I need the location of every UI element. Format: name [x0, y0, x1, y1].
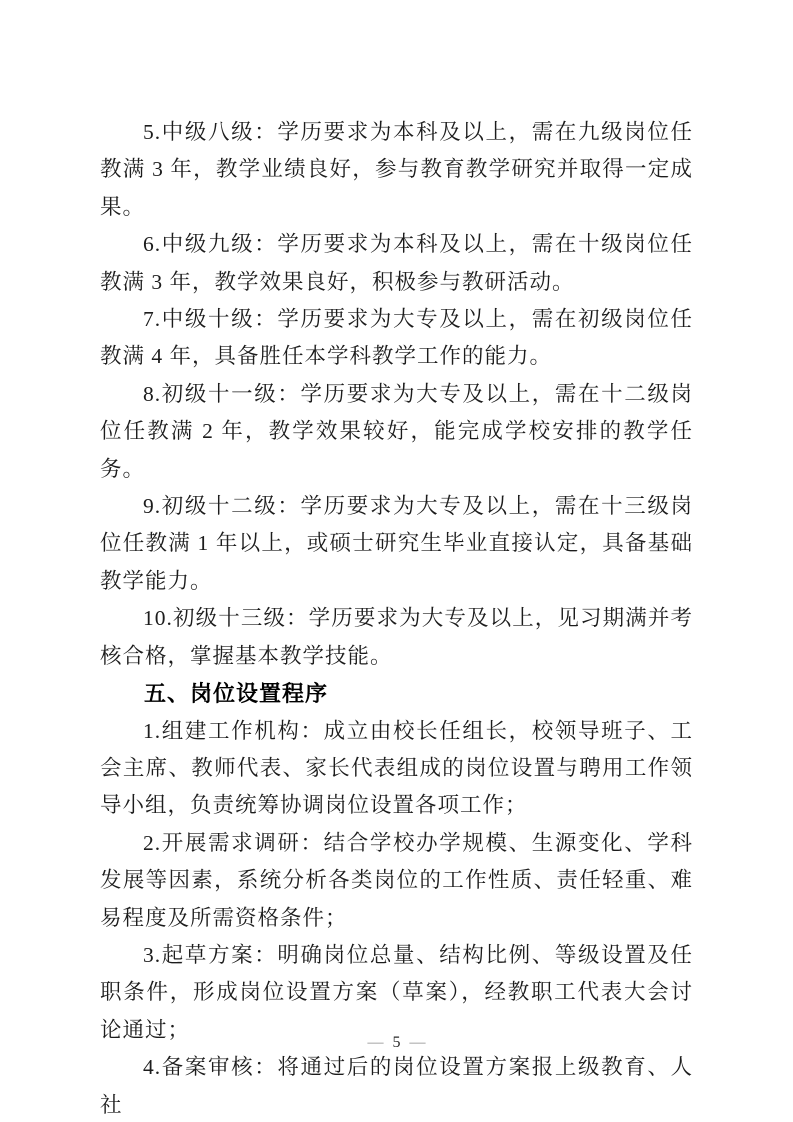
page-number: 5	[392, 1034, 401, 1051]
page-footer	[0, 1032, 793, 1054]
section-heading-post-setup-procedure: 五、岗位设置程序	[144, 681, 329, 707]
footer-dash-right: —	[409, 1034, 426, 1051]
paragraph-mid-grade-9: 6.中级九级：学历要求为本科及以上，需在十级岗位任教满 3 年，教学效果良好，积极参与教研活动。	[100, 232, 693, 294]
footer-dash-left: —	[367, 1034, 384, 1051]
paragraph-jr-grade-11: 8.初级十一级：学历要求为大专及以上，需在十二级岗位任教满 2 年，教学效果较好，能完成学校安排的教学任务。	[100, 381, 693, 481]
document-body	[100, 114, 693, 1122]
paragraph-step-4-review: 4.备案审核：将通过后的岗位设置方案报上级教育、人社	[100, 1055, 693, 1117]
paragraph-jr-grade-13: 10.初级十三级：学历要求为大专及以上，见习期满并考核合格，掌握基本教学技能。	[100, 606, 693, 668]
paragraph-mid-grade-8: 5.中级八级：学历要求为本科及以上，需在九级岗位任教满 3 年，教学业绩良好，参与教育教学研究并取得一定成果。	[100, 120, 693, 219]
paragraph-step-2-research: 2.开展需求调研：结合学校办学规模、生源变化、学科发展等因素，系统分析各类岗位的工作性质、责任轻重、难易程度及所需资格条件；	[100, 830, 693, 930]
paragraph-jr-grade-12: 9.初级十二级：学历要求为大专及以上，需在十三级岗位任教满 1 年以上，或硕士研究生毕业直接认定，具备基础教学能力。	[100, 494, 693, 593]
paragraph-step-3-draft: 3.起草方案：明确岗位总量、结构比例、等级设置及任职条件，形成岗位设置方案（草案），经教职工代表大会讨论通过；	[100, 942, 693, 1042]
paragraph-mid-grade-10: 7.中级十级：学历要求为大专及以上，需在初级岗位任教满 4 年，具备胜任本学科教学工作的能力。	[100, 307, 693, 369]
paragraph-step-1-workgroup: 1.组建工作机构：成立由校长任组长，校领导班子、工会主席、教师代表、家长代表组成的岗位设置与聘用工作领导小组，负责统筹协调岗位设置各项工作；	[100, 718, 693, 818]
